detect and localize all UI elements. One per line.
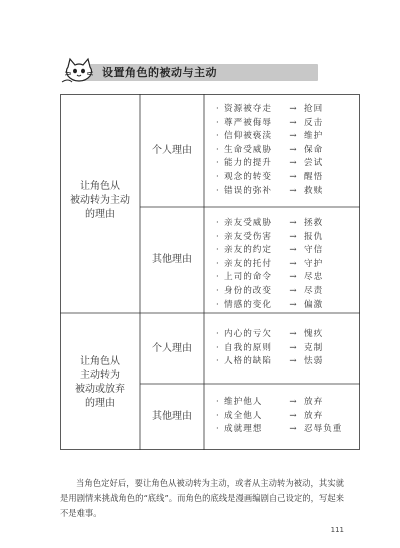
list-item: · 亲友的托付 → 守护	[216, 258, 324, 269]
list-item: · 错误的弥补 → 救赎	[216, 185, 324, 196]
list-item: · 成就理想 → 忍辱负重	[216, 424, 343, 435]
reasons-table	[60, 94, 360, 450]
list-item: · 亲友的约定 → 守信	[216, 245, 324, 256]
list-item: · 观念的转变 → 醒悟	[216, 171, 324, 182]
list-item: · 身份的改变 → 尽责	[216, 285, 324, 296]
reason-list	[216, 396, 342, 437]
list-item: · 尊严被侮辱 → 反击	[216, 117, 324, 128]
section-passive-to-active-label: 让角色从 被动转为主动 的理由	[70, 181, 130, 220]
list-item: · 维护他人 → 放弃	[216, 397, 324, 407]
list-item: · 资源被夺走 → 抢回	[216, 104, 324, 114]
reason-list	[216, 328, 323, 369]
section-header	[60, 56, 318, 82]
reason-list	[216, 217, 323, 312]
list-item: · 自我的原则 → 克制	[216, 342, 324, 353]
group-personal-reasons-label: 个人理由	[152, 343, 192, 354]
list-item: · 信仰被亵渎 → 维护	[216, 131, 324, 142]
group-other-reasons-label: 其他理由	[152, 254, 192, 265]
reason-list	[216, 103, 323, 198]
group-other-reasons-label: 其他理由	[152, 411, 192, 422]
list-item: · 生命受威胁 → 保命	[216, 144, 324, 155]
section-title: 设置角色的被动与主动	[102, 66, 217, 79]
list-item: · 成全他人 → 放弃	[216, 410, 324, 421]
section-active-to-passive-label: 让角色从 主动转为 被动或放弃 的理由	[75, 356, 125, 409]
cat-mascot-icon	[60, 56, 98, 86]
body-paragraph: 当角色定好后，要让角色从被动转为主动，或者从主动转为被动，其实就是用剧情来挑战角色的“底线”。而角色的底线是漫画编剧自己设定的，写起来不是难事。	[60, 478, 344, 519]
list-item: · 人格的缺陷 → 怯弱	[216, 356, 324, 367]
list-item: · 上司的命令 → 尽忠	[216, 272, 324, 283]
list-item: · 亲友受伤害 → 报仇	[216, 231, 324, 242]
list-item: · 亲友受威胁 → 拯救	[216, 218, 324, 228]
group-personal-reasons-label: 个人理由	[152, 145, 192, 156]
list-item: · 情感的变化 → 偏激	[216, 299, 324, 310]
list-item: · 能力的提升 → 尝试	[216, 158, 324, 169]
page-number: 111	[330, 526, 344, 534]
list-item: · 内心的亏欠 → 愧疚	[216, 329, 324, 339]
